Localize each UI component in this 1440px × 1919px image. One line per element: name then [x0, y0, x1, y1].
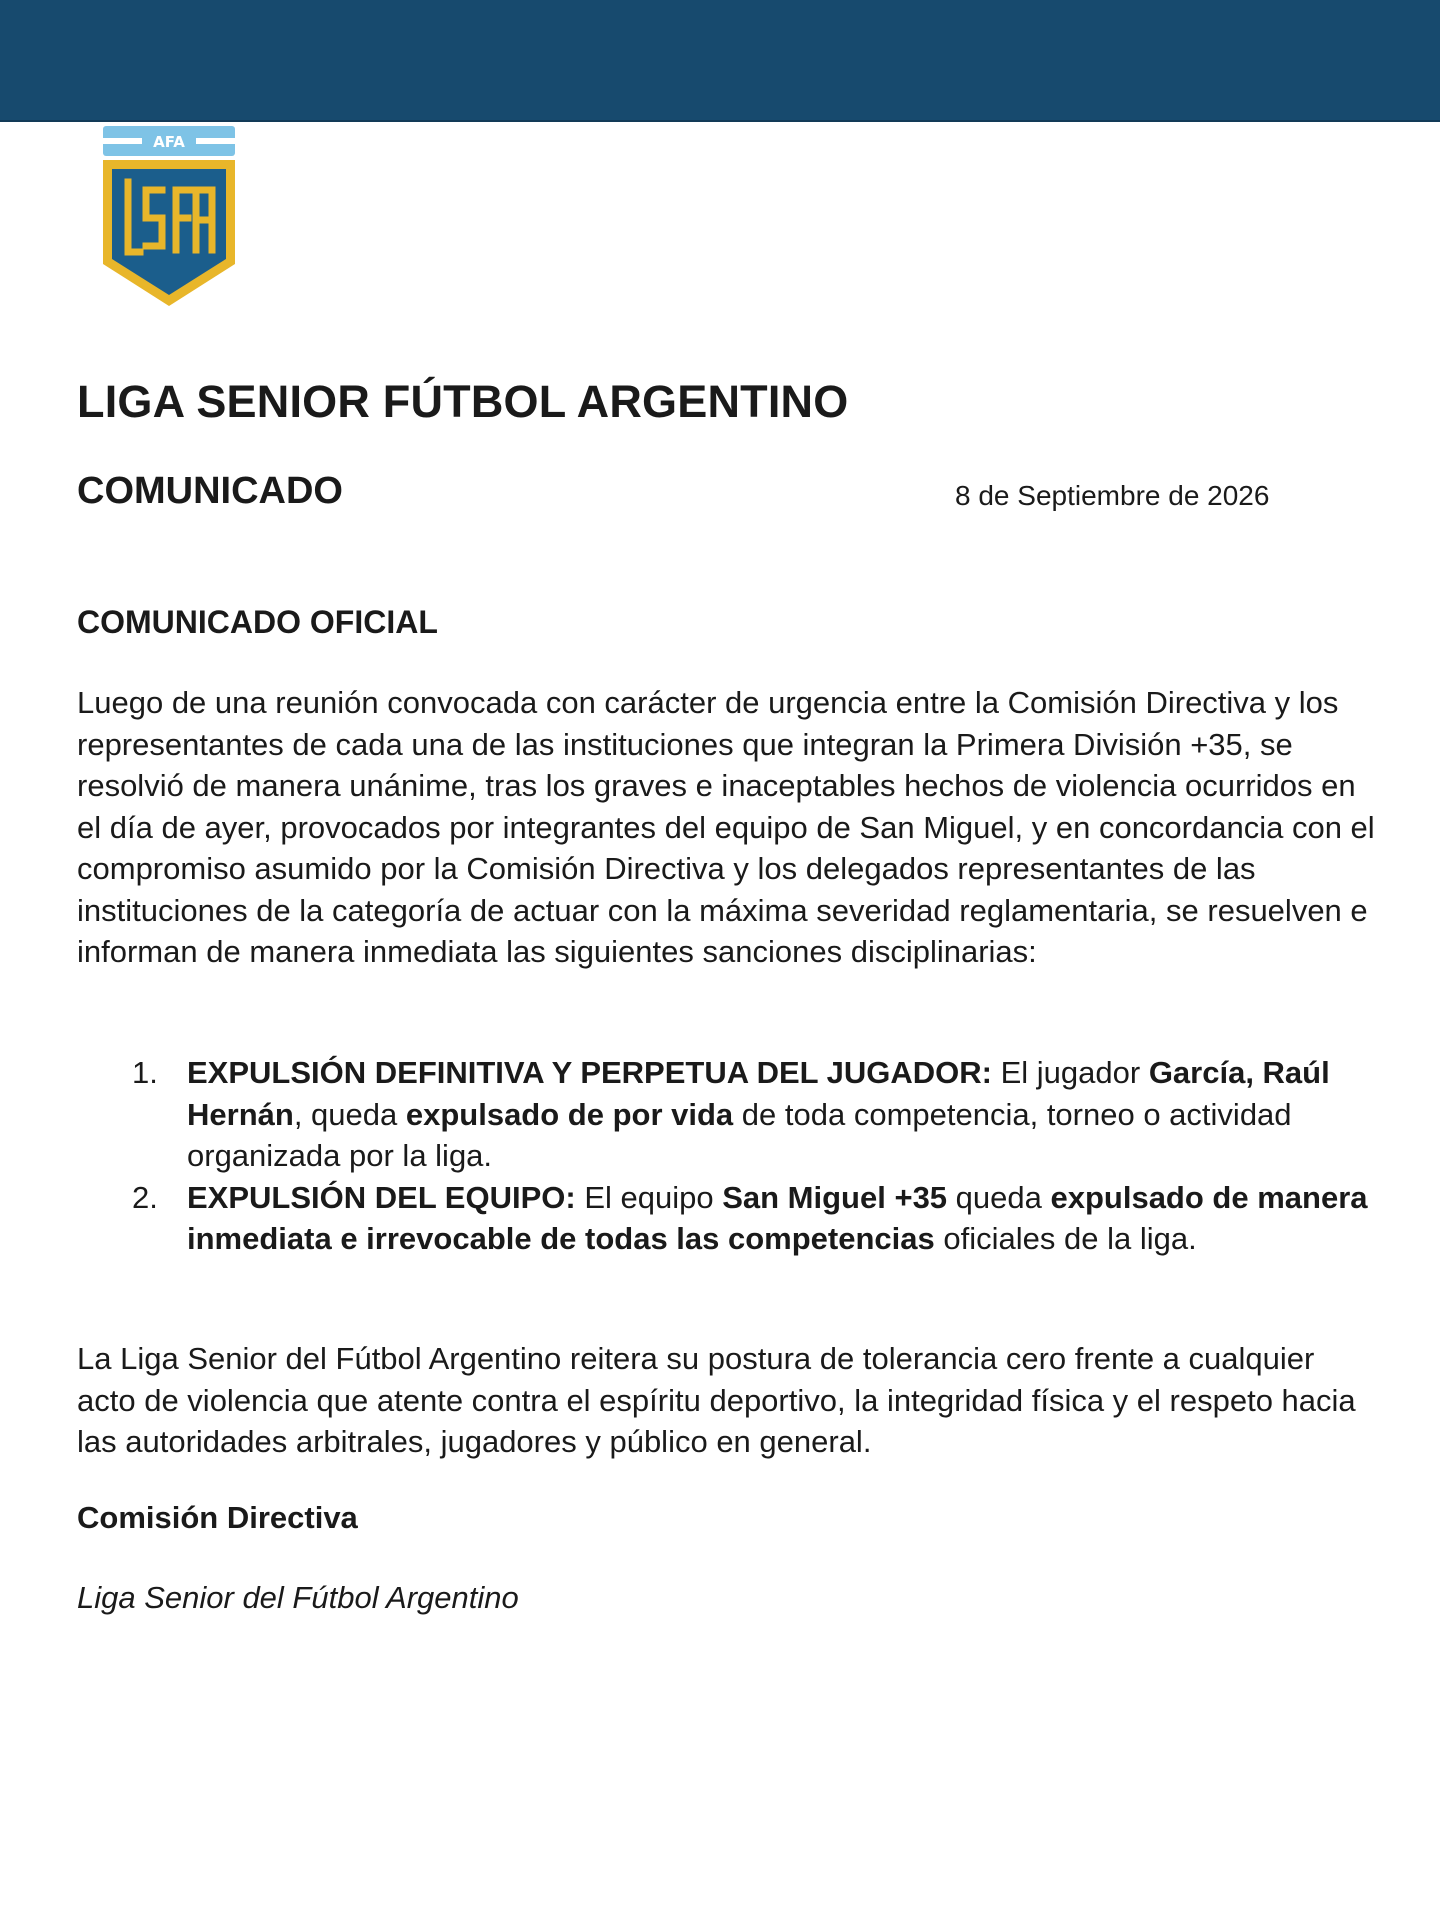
sanction-emphasis: expulsado de por vida — [405, 1096, 734, 1132]
sanction-item — [77, 1177, 1427, 1260]
document-type: COMUNICADO — [77, 470, 343, 512]
sanction-text: oficiales de la liga. — [934, 1221, 1197, 1256]
sanction-text: queda — [947, 1179, 1051, 1215]
intro-paragraph: Luego de una reunión convocada con carácter de urgencia entre la Comisión Directiva y los representantes de cada una de las instituciones que integran la Primera División +35, se resolvió de manera unánime, tras los graves e inaceptables hechos de violencia ocurridos en el día de ayer, provocados por integrantes del equipo de San Miguel, y en concordancia con el compromiso asumido por la Comisión Directiva y los delegados representantes de las instituciones de la categoría de actuar con la máxima severidad reglamentaria, se resuelven e informan de manera inmediata las siguientes sanciones disciplinarias: — [77, 685, 1375, 969]
organization-name: Liga Senior del Fútbol Argentino — [77, 1580, 519, 1615]
sanction-number: 1. — [132, 1055, 158, 1090]
sanctions-list — [77, 1052, 1377, 1260]
sanction-text: , queda — [293, 1096, 406, 1132]
page-title: LIGA SENIOR FÚTBOL ARGENTINO — [77, 376, 849, 427]
sanction-text: de toda competencia, torneo o actividad organizada por la liga. — [187, 1096, 1292, 1173]
sanction-emphasis: expulsado de manera inmediata e irrevocable de todas las competencias — [187, 1179, 1368, 1256]
lsfa-logo — [100, 124, 238, 308]
logo-band-text: AFA — [153, 133, 185, 151]
closing-paragraph: La Liga Senior del Fútbol Argentino reitera su postura de tolerancia cero frente a cualquier acto de violencia que atente contra el espíritu deportivo, la integridad física y el respeto hacia las autoridades arbitrales, jugadores y público en general. — [77, 1341, 1356, 1459]
sanction-text: El jugador — [991, 1055, 1149, 1090]
sanction-heading: EXPULSIÓN DEL EQUIPO: — [187, 1179, 576, 1215]
player-name: García, Raúl Hernán — [187, 1055, 1330, 1132]
team-name: San Miguel +35 — [722, 1179, 948, 1215]
section-heading: COMUNICADO OFICIAL — [77, 604, 438, 640]
signature: Comisión Directiva — [77, 1500, 358, 1535]
sanction-heading: EXPULSIÓN DEFINITIVA Y PERPETUA DEL JUGADOR: — [187, 1055, 992, 1090]
sanction-text: El equipo — [575, 1179, 723, 1215]
sanction-number: 2. — [132, 1179, 158, 1215]
sanction-item — [77, 1052, 1427, 1177]
header-bar — [0, 0, 1440, 122]
document-date: 8 de Septiembre de 2026 — [955, 480, 1270, 511]
